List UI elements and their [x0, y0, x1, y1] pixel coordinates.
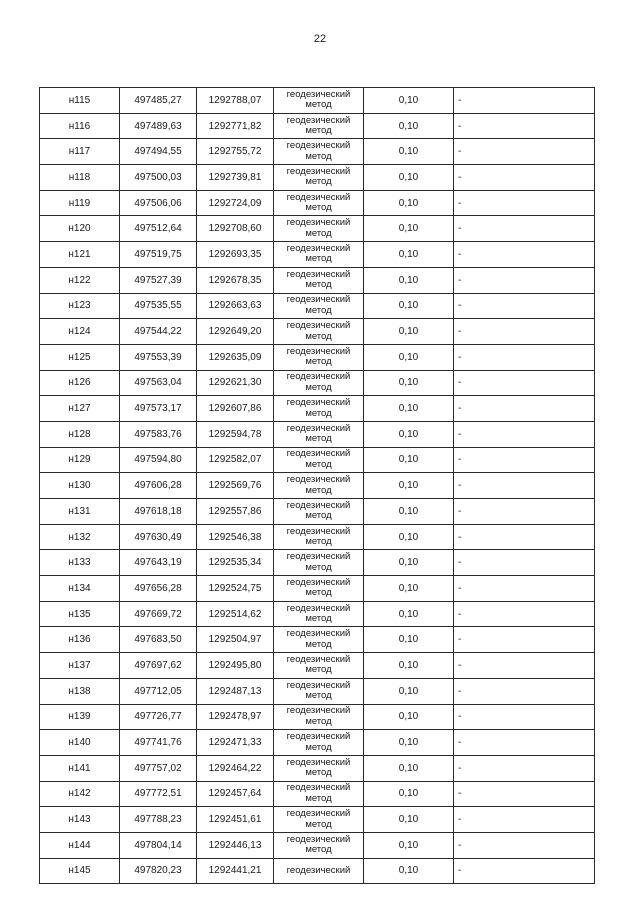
x-coordinate-cell: 497573,17: [120, 396, 197, 422]
point-id-cell: н123: [40, 293, 120, 319]
note-cell: -: [454, 627, 595, 653]
point-id-cell: н119: [40, 190, 120, 216]
method-cell: геодезический метод: [274, 730, 364, 756]
table-row: [40, 216, 595, 242]
table-row: [40, 165, 595, 191]
x-coordinate-cell: 497535,55: [120, 293, 197, 319]
x-coordinate-cell: 497606,28: [120, 473, 197, 499]
y-coordinate-cell: 1292557,86: [197, 499, 274, 525]
table-row: [40, 730, 595, 756]
method-cell: геодезический: [274, 858, 364, 884]
accuracy-cell: 0,10: [364, 832, 454, 858]
method-cell: геодезический метод: [274, 88, 364, 114]
note-cell: -: [454, 165, 595, 191]
table-row: [40, 832, 595, 858]
y-coordinate-cell: 1292607,86: [197, 396, 274, 422]
accuracy-cell: 0,10: [364, 165, 454, 191]
method-cell: геодезический метод: [274, 165, 364, 191]
x-coordinate-cell: 497500,03: [120, 165, 197, 191]
y-coordinate-cell: 1292594,78: [197, 421, 274, 447]
method-cell: геодезический метод: [274, 807, 364, 833]
coordinates-table-body: [40, 88, 595, 884]
method-cell: геодезический метод: [274, 216, 364, 242]
y-coordinate-cell: 1292495,80: [197, 653, 274, 679]
note-cell: -: [454, 550, 595, 576]
accuracy-cell: 0,10: [364, 704, 454, 730]
table-row: [40, 139, 595, 165]
accuracy-cell: 0,10: [364, 576, 454, 602]
accuracy-cell: 0,10: [364, 139, 454, 165]
method-cell: геодезический метод: [274, 781, 364, 807]
y-coordinate-cell: 1292582,07: [197, 447, 274, 473]
method-cell: геодезический метод: [274, 421, 364, 447]
accuracy-cell: 0,10: [364, 499, 454, 525]
y-coordinate-cell: 1292635,09: [197, 344, 274, 370]
y-coordinate-cell: 1292755,72: [197, 139, 274, 165]
point-id-cell: н133: [40, 550, 120, 576]
accuracy-cell: 0,10: [364, 88, 454, 114]
note-cell: -: [454, 344, 595, 370]
x-coordinate-cell: 497669,72: [120, 601, 197, 627]
point-id-cell: н117: [40, 139, 120, 165]
point-id-cell: н141: [40, 755, 120, 781]
x-coordinate-cell: 497553,39: [120, 344, 197, 370]
accuracy-cell: 0,10: [364, 267, 454, 293]
method-cell: геодезический метод: [274, 576, 364, 602]
x-coordinate-cell: 497494,55: [120, 139, 197, 165]
table-row: [40, 576, 595, 602]
accuracy-cell: 0,10: [364, 858, 454, 884]
x-coordinate-cell: 497820,23: [120, 858, 197, 884]
x-coordinate-cell: 497726,77: [120, 704, 197, 730]
y-coordinate-cell: 1292663,63: [197, 293, 274, 319]
y-coordinate-cell: 1292649,20: [197, 319, 274, 345]
method-cell: геодезический метод: [274, 678, 364, 704]
x-coordinate-cell: 497618,18: [120, 499, 197, 525]
note-cell: -: [454, 267, 595, 293]
table-row: [40, 421, 595, 447]
point-id-cell: н115: [40, 88, 120, 114]
x-coordinate-cell: 497683,50: [120, 627, 197, 653]
accuracy-cell: 0,10: [364, 678, 454, 704]
method-cell: геодезический метод: [274, 601, 364, 627]
method-cell: геодезический метод: [274, 113, 364, 139]
method-cell: геодезический метод: [274, 447, 364, 473]
method-cell: геодезический метод: [274, 550, 364, 576]
point-id-cell: н126: [40, 370, 120, 396]
accuracy-cell: 0,10: [364, 319, 454, 345]
y-coordinate-cell: 1292514,62: [197, 601, 274, 627]
accuracy-cell: 0,10: [364, 653, 454, 679]
x-coordinate-cell: 497788,23: [120, 807, 197, 833]
table-row: [40, 704, 595, 730]
point-id-cell: н121: [40, 242, 120, 268]
x-coordinate-cell: 497757,02: [120, 755, 197, 781]
accuracy-cell: 0,10: [364, 113, 454, 139]
x-coordinate-cell: 497741,76: [120, 730, 197, 756]
note-cell: -: [454, 88, 595, 114]
note-cell: -: [454, 653, 595, 679]
x-coordinate-cell: 497506,06: [120, 190, 197, 216]
y-coordinate-cell: 1292487,13: [197, 678, 274, 704]
table-row: [40, 190, 595, 216]
note-cell: -: [454, 832, 595, 858]
table-row: [40, 242, 595, 268]
point-id-cell: н142: [40, 781, 120, 807]
method-cell: геодезический метод: [274, 267, 364, 293]
method-cell: геодезический метод: [274, 396, 364, 422]
point-id-cell: н129: [40, 447, 120, 473]
method-cell: геодезический метод: [274, 755, 364, 781]
accuracy-cell: 0,10: [364, 524, 454, 550]
point-id-cell: н145: [40, 858, 120, 884]
y-coordinate-cell: 1292471,33: [197, 730, 274, 756]
table-row: [40, 293, 595, 319]
method-cell: геодезический метод: [274, 832, 364, 858]
x-coordinate-cell: 497656,28: [120, 576, 197, 602]
x-coordinate-cell: 497630,49: [120, 524, 197, 550]
y-coordinate-cell: 1292739,81: [197, 165, 274, 191]
point-id-cell: н131: [40, 499, 120, 525]
x-coordinate-cell: 497712,05: [120, 678, 197, 704]
x-coordinate-cell: 497485,27: [120, 88, 197, 114]
method-cell: геодезический метод: [274, 344, 364, 370]
x-coordinate-cell: 497544,22: [120, 319, 197, 345]
page-number: 22: [313, 33, 327, 45]
point-id-cell: н120: [40, 216, 120, 242]
accuracy-cell: 0,10: [364, 370, 454, 396]
table-row: [40, 344, 595, 370]
y-coordinate-cell: 1292569,76: [197, 473, 274, 499]
accuracy-cell: 0,10: [364, 807, 454, 833]
note-cell: -: [454, 421, 595, 447]
note-cell: -: [454, 730, 595, 756]
table-row: [40, 653, 595, 679]
note-cell: -: [454, 319, 595, 345]
note-cell: -: [454, 370, 595, 396]
y-coordinate-cell: 1292446,13: [197, 832, 274, 858]
table-row: [40, 627, 595, 653]
accuracy-cell: 0,10: [364, 396, 454, 422]
point-id-cell: н116: [40, 113, 120, 139]
note-cell: -: [454, 678, 595, 704]
accuracy-cell: 0,10: [364, 473, 454, 499]
note-cell: -: [454, 807, 595, 833]
table-row: [40, 396, 595, 422]
point-id-cell: н135: [40, 601, 120, 627]
accuracy-cell: 0,10: [364, 190, 454, 216]
point-id-cell: н143: [40, 807, 120, 833]
accuracy-cell: 0,10: [364, 344, 454, 370]
accuracy-cell: 0,10: [364, 627, 454, 653]
y-coordinate-cell: 1292621,30: [197, 370, 274, 396]
y-coordinate-cell: 1292464,22: [197, 755, 274, 781]
point-id-cell: н144: [40, 832, 120, 858]
accuracy-cell: 0,10: [364, 293, 454, 319]
point-id-cell: н136: [40, 627, 120, 653]
x-coordinate-cell: 497563,04: [120, 370, 197, 396]
method-cell: геодезический метод: [274, 293, 364, 319]
point-id-cell: н138: [40, 678, 120, 704]
method-cell: геодезический метод: [274, 704, 364, 730]
table-row: [40, 473, 595, 499]
y-coordinate-cell: 1292771,82: [197, 113, 274, 139]
x-coordinate-cell: 497804,14: [120, 832, 197, 858]
point-id-cell: н118: [40, 165, 120, 191]
x-coordinate-cell: 497583,76: [120, 421, 197, 447]
note-cell: -: [454, 139, 595, 165]
accuracy-cell: 0,10: [364, 550, 454, 576]
y-coordinate-cell: 1292478,97: [197, 704, 274, 730]
y-coordinate-cell: 1292451,61: [197, 807, 274, 833]
note-cell: -: [454, 242, 595, 268]
note-cell: -: [454, 524, 595, 550]
method-cell: геодезический метод: [274, 139, 364, 165]
y-coordinate-cell: 1292788,07: [197, 88, 274, 114]
accuracy-cell: 0,10: [364, 216, 454, 242]
note-cell: -: [454, 858, 595, 884]
accuracy-cell: 0,10: [364, 755, 454, 781]
table-row: [40, 858, 595, 884]
table-row: [40, 807, 595, 833]
accuracy-cell: 0,10: [364, 781, 454, 807]
point-id-cell: н140: [40, 730, 120, 756]
y-coordinate-cell: 1292535,34: [197, 550, 274, 576]
table-row: [40, 678, 595, 704]
note-cell: -: [454, 499, 595, 525]
accuracy-cell: 0,10: [364, 421, 454, 447]
x-coordinate-cell: 497772,51: [120, 781, 197, 807]
note-cell: -: [454, 473, 595, 499]
point-id-cell: н137: [40, 653, 120, 679]
note-cell: -: [454, 755, 595, 781]
table-row: [40, 601, 595, 627]
x-coordinate-cell: 497697,62: [120, 653, 197, 679]
note-cell: -: [454, 601, 595, 627]
note-cell: -: [454, 190, 595, 216]
note-cell: -: [454, 781, 595, 807]
method-cell: геодезический метод: [274, 653, 364, 679]
point-id-cell: н132: [40, 524, 120, 550]
point-id-cell: н139: [40, 704, 120, 730]
note-cell: -: [454, 576, 595, 602]
x-coordinate-cell: 497594,80: [120, 447, 197, 473]
point-id-cell: н125: [40, 344, 120, 370]
accuracy-cell: 0,10: [364, 242, 454, 268]
point-id-cell: н124: [40, 319, 120, 345]
y-coordinate-cell: 1292678,35: [197, 267, 274, 293]
note-cell: -: [454, 216, 595, 242]
table-row: [40, 267, 595, 293]
accuracy-cell: 0,10: [364, 730, 454, 756]
point-id-cell: н122: [40, 267, 120, 293]
note-cell: -: [454, 704, 595, 730]
x-coordinate-cell: 497489,63: [120, 113, 197, 139]
x-coordinate-cell: 497643,19: [120, 550, 197, 576]
method-cell: геодезический метод: [274, 242, 364, 268]
table-row: [40, 319, 595, 345]
x-coordinate-cell: 497512,64: [120, 216, 197, 242]
x-coordinate-cell: 497519,75: [120, 242, 197, 268]
method-cell: геодезический метод: [274, 627, 364, 653]
method-cell: геодезический метод: [274, 473, 364, 499]
point-id-cell: н130: [40, 473, 120, 499]
method-cell: геодезический метод: [274, 499, 364, 525]
table-row: [40, 524, 595, 550]
table-row: [40, 88, 595, 114]
table-row: [40, 499, 595, 525]
point-id-cell: н134: [40, 576, 120, 602]
table-row: [40, 755, 595, 781]
y-coordinate-cell: 1292524,75: [197, 576, 274, 602]
method-cell: геодезический метод: [274, 319, 364, 345]
y-coordinate-cell: 1292546,38: [197, 524, 274, 550]
x-coordinate-cell: 497527,39: [120, 267, 197, 293]
y-coordinate-cell: 1292441,21: [197, 858, 274, 884]
y-coordinate-cell: 1292724,09: [197, 190, 274, 216]
table-row: [40, 113, 595, 139]
accuracy-cell: 0,10: [364, 601, 454, 627]
coordinates-table: [39, 87, 595, 884]
y-coordinate-cell: 1292708,60: [197, 216, 274, 242]
table-row: [40, 447, 595, 473]
point-id-cell: н127: [40, 396, 120, 422]
note-cell: -: [454, 113, 595, 139]
point-id-cell: н128: [40, 421, 120, 447]
y-coordinate-cell: 1292693,35: [197, 242, 274, 268]
method-cell: геодезический метод: [274, 190, 364, 216]
table-row: [40, 370, 595, 396]
y-coordinate-cell: 1292504,97: [197, 627, 274, 653]
table-row: [40, 550, 595, 576]
table-row: [40, 781, 595, 807]
note-cell: -: [454, 396, 595, 422]
method-cell: геодезический метод: [274, 524, 364, 550]
method-cell: геодезический метод: [274, 370, 364, 396]
y-coordinate-cell: 1292457,64: [197, 781, 274, 807]
note-cell: -: [454, 447, 595, 473]
accuracy-cell: 0,10: [364, 447, 454, 473]
note-cell: -: [454, 293, 595, 319]
